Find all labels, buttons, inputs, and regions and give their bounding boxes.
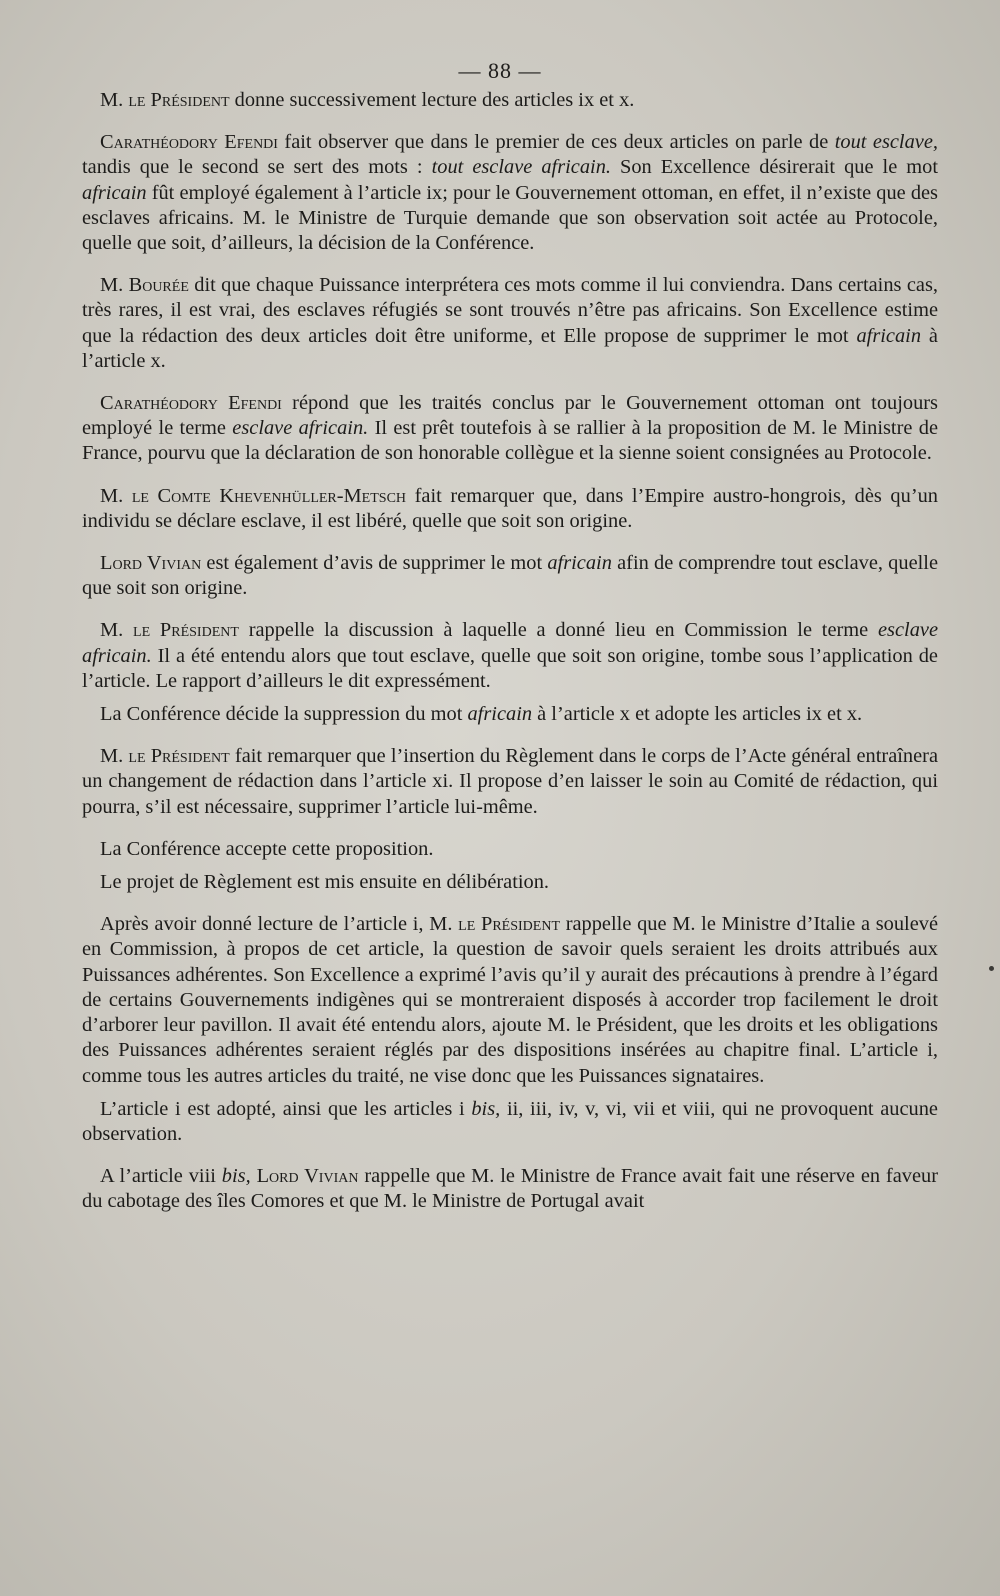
speaker-name: Lord Vivian bbox=[100, 552, 202, 575]
italic-term: africain bbox=[856, 324, 922, 347]
paragraph-text: La Conférence décide la suppression du mot bbox=[100, 703, 468, 726]
italic-term: tout esclave africain. bbox=[431, 156, 611, 179]
paragraph-text: à l’article x. bbox=[82, 324, 938, 372]
paragraph-text: Après avoir donné lecture de l’article i, bbox=[100, 913, 430, 936]
paragraph-4 bbox=[82, 391, 938, 467]
italic-term: esclave africain. bbox=[82, 619, 938, 667]
paragraph-text: rappelle que M. le Ministre de France avait fait une réserve en faveur du cabotage des îles Comores et que M. le Ministre de Portugal avait bbox=[82, 1165, 938, 1213]
paragraph-2 bbox=[82, 130, 938, 256]
paragraph-text: est également d’avis de supprimer le mot bbox=[201, 552, 548, 575]
paragraph-text: Son Excellence désirerait que le mot bbox=[611, 156, 939, 179]
paragraph-text: répond que les traités conclus par le Gouvernement ottoman ont toujours employé le terme bbox=[82, 392, 938, 440]
paragraph-text: fait remarquer que l’insertion du Règlement dans le corps de l’Acte général entraînera un changement de rédaction dans l’article xi. Il propose d’en laisser le soin au Comité de rédaction, qui pourra, s’il est nécessaire, supprimer l’article lui-même. bbox=[82, 745, 938, 818]
paragraph-text: fût employé également à l’article ix; pour le Gouvernement ottoman, en effet, il n’existe que des esclaves africains. M. le Ministre de Turquie demande que son observation soit actée au Protocole, quelle que soit, d’ailleurs, la décision de la Conférence. bbox=[82, 181, 938, 255]
paragraph-text: Il est prêt toutefois à se rallier à la proposition de M. le Ministre de France, pourvu que la déclaration de son honorable collègue et la sienne soient consignées au Protocole. bbox=[82, 417, 938, 465]
paragraph-text: donne successivement lecture des articles ix et x. bbox=[229, 89, 635, 111]
italic-term: africain bbox=[82, 181, 147, 204]
speaker-name: M. Bourée bbox=[100, 274, 189, 297]
paragraph-text: à l’article x et adopte les articles ix et x. bbox=[532, 703, 863, 726]
italic-term: esclave africain. bbox=[232, 417, 369, 440]
paragraph-9 bbox=[82, 744, 938, 820]
paragraph-text: rappelle la discussion à laquelle a donné lieu en Commission le terme bbox=[238, 619, 878, 642]
paragraph-text: Le projet de Règlement est mis ensuite en délibération. bbox=[100, 871, 550, 894]
paragraph-text: dit que chaque Puissance interprétera ces mots comme il lui conviendra. Dans certains cas, très rares, il est vrai, des esclaves réfugiés se sont trouvés n’être pas africains. Son Excellence estime que la rédaction des deux articles doit être uniforme, et Elle propose de supprimer le mot bbox=[82, 274, 938, 347]
paragraph-1 bbox=[82, 88, 938, 113]
speaker-name: M. le Président bbox=[100, 89, 230, 111]
paragraph-14 bbox=[82, 1164, 938, 1214]
italic-term: africain bbox=[547, 552, 612, 575]
ink-speck bbox=[989, 966, 994, 971]
italic-term: bis, bbox=[221, 1165, 251, 1188]
italic-term: africain bbox=[467, 703, 533, 726]
speaker-name: M. le Comte Khevenhüller-Metsch bbox=[100, 484, 407, 507]
paragraph-text: fait observer que dans le premier de ces deux articles on parle de bbox=[277, 131, 835, 154]
speaker-name: M. le Président bbox=[100, 619, 239, 642]
paragraph-text: ii, iii, iv, v, vi, vii et viii, qui ne provoquent aucune observation. bbox=[82, 1097, 938, 1145]
paragraph-text: rappelle que M. le Ministre d’Italie a soulevé en Commission, à propos de cet article, la question de savoir quels seraient les droits attribués aux Puissances adhérentes. Son Excellence a exprimé l’avis qu’il y aurait des précautions à prendre à l’égard de certains Gouvernements indigènes qui se montreraient disposés à accorder trop facilement le droit d’arborer leur pavillon. Il avait été entendu alors, ajoute M. le Président, que les droits et les obligations des Puissances adhérentes seraient réglés par des dispositions insérées au chapitre final. L’article i, comme tous les autres articles du traité, ne vise donc que les Puissances signataires. bbox=[82, 913, 939, 1087]
paragraph-text: La Conférence accepte cette proposition. bbox=[100, 837, 434, 860]
speaker-name: Carathéodory Efendi bbox=[100, 131, 278, 154]
paragraph-text: Il a été entendu alors que tout esclave, quelle que soit son origine, tombe sous l’application de l’article. Le rapport d’ailleurs le dit expressément. bbox=[82, 644, 938, 692]
paragraph-5 bbox=[82, 484, 938, 534]
paragraph-11 bbox=[82, 870, 938, 895]
speaker-name: M. le Président bbox=[429, 913, 560, 936]
paragraph-text: L’article i est adopté, ainsi que les articles i bbox=[100, 1097, 472, 1120]
speaker-name: Carathéodory Efendi bbox=[100, 392, 282, 415]
paragraph-text: A l’article viii bbox=[100, 1165, 222, 1188]
paragraph-7 bbox=[82, 618, 938, 694]
paragraph-text: fait remarquer que, dans l’Empire austro-hongrois, dès qu’un individu se déclare esclave, il est libéré, quelle que soit son origine. bbox=[82, 484, 938, 532]
paragraph-10 bbox=[82, 837, 938, 862]
paragraph-6 bbox=[82, 551, 938, 601]
paragraph-8 bbox=[82, 702, 938, 727]
speaker-name: Lord Vivian bbox=[256, 1165, 359, 1188]
document-body bbox=[82, 88, 938, 1232]
speaker-name: M. le Président bbox=[100, 745, 230, 768]
italic-term: tout esclave, bbox=[834, 131, 938, 154]
italic-term: bis, bbox=[471, 1097, 501, 1120]
paragraph-13 bbox=[82, 1097, 938, 1147]
paragraph-3 bbox=[82, 273, 938, 374]
page-number: — 88 — bbox=[458, 58, 542, 83]
paragraph-12 bbox=[82, 912, 938, 1088]
paragraph-text: tandis que le second se sert des mots : bbox=[82, 156, 432, 179]
paragraph-text: afin de comprendre tout esclave, quelle que soit son origine. bbox=[82, 552, 939, 600]
